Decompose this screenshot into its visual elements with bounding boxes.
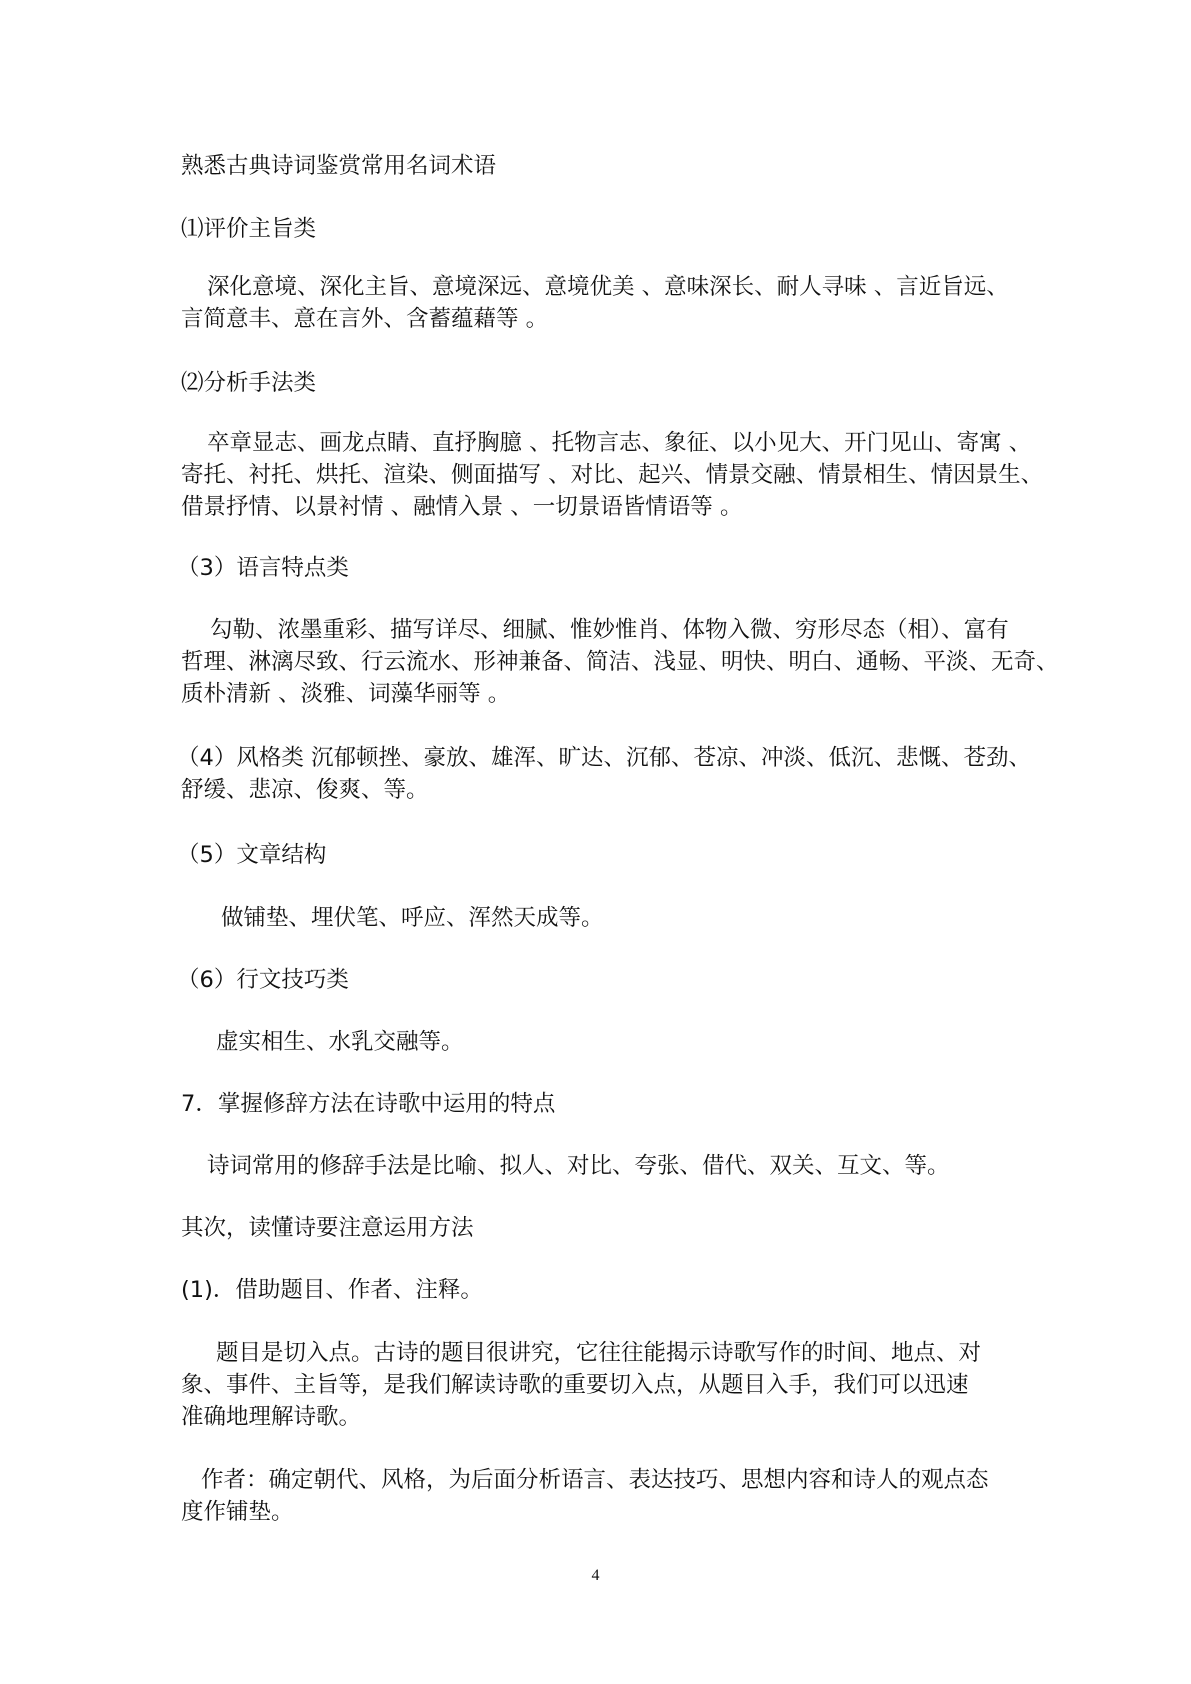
text-line: （4）风格类 沉郁顿挫、豪放、雄浑、旷达、沉郁、苍凉、冲淡、低沉、悲慨、苍劲、 (177, 745, 1031, 771)
text-line: 深化意境、深化主旨、意境深远、意境优美 、意味深长、耐人寻味 、言近旨远、 (207, 274, 1009, 300)
text-line: 7．掌握修辞方法在诗歌中运用的特点 (181, 1091, 556, 1117)
text-line: 勾勒、浓墨重彩、描写详尽、细腻、惟妙惟肖、体物入微、穷形尽态（相）、富有 (210, 617, 1009, 643)
text-line: 题目是切入点。古诗的题目很讲究，它往往能揭示诗歌写作的时间、地点、对 (216, 1340, 982, 1366)
text-line: 准确地理解诗歌。 (181, 1404, 362, 1430)
page-number: 4 (591, 1567, 600, 1584)
text-line: 虚实相生、水乳交融等。 (216, 1029, 464, 1055)
section-heading-technique (181, 367, 1041, 399)
section-heading-structure (177, 839, 1041, 871)
paragraph-language-terms (181, 614, 1059, 710)
text-line: 其次，读懂诗要注意运用方法 (181, 1215, 474, 1241)
text-line: 寄托、衬托、烘托、渲染、侧面描写 、对比、起兴、情景交融、情景相生、情因景生、 (181, 462, 1044, 488)
paragraph-title-entry-point (181, 1337, 1041, 1433)
text-line: 借景抒情、以景衬情 、融情入景 、一切景语皆情语等 。 (181, 494, 743, 520)
text-line: 度作铺垫。 (181, 1499, 294, 1525)
text-line: 言简意丰、意在言外、含蓄蕴藉等 。 (181, 306, 549, 332)
section-heading-theme (181, 213, 1041, 245)
text-line: 卒章显志、画龙点睛、直抒胸臆 、托物言志、象征、以小见大、开门见山、寄寓 、 (207, 430, 1032, 456)
text-line: 哲理、淋漓尽致、行云流水、形神兼备、简洁、浅显、明快、明白、通畅、平淡、无奇、 (181, 649, 1059, 675)
section-heading-writing-skills (177, 964, 1041, 996)
text-line: 作者：确定朝代、风格，为后面分析语言、表达技巧、思想内容和诗人的观点态 (201, 1467, 989, 1493)
text-line: （5）文章结构 (177, 842, 327, 868)
section-heading-reading-methods (181, 1212, 1041, 1244)
subheading-title-author-notes (181, 1274, 1041, 1306)
paragraph-structure-terms (181, 902, 1041, 934)
document-title (181, 150, 1041, 182)
text-line: 做铺垫、埋伏笔、呼应、浑然天成等。 (221, 905, 604, 931)
paragraph-style-terms (177, 742, 1041, 806)
section-heading-language (177, 552, 1041, 584)
document-body (177, 150, 1059, 1528)
text-line: 舒缓、悲凉、俊爽、等。 (181, 777, 429, 803)
text-line: （3）语言特点类 (177, 555, 349, 581)
text-line: ⑵分析手法类 (181, 370, 317, 396)
text-line: 质朴清新 、淡雅、词藻华丽等 。 (181, 681, 511, 707)
paragraph-theme-terms (181, 271, 1041, 335)
text-line: 象、事件、主旨等，是我们解读诗歌的重要切入点，从题目入手，我们可以迅速 (181, 1372, 969, 1398)
paragraph-author (181, 1464, 1041, 1528)
text-line: 熟悉古典诗词鉴赏常用名词术语 (181, 153, 497, 179)
text-line: ⑴评价主旨类 (181, 216, 317, 242)
section-heading-rhetoric (181, 1088, 1041, 1120)
paragraph-rhetoric (181, 1150, 1041, 1182)
paragraph-technique-terms (181, 427, 1044, 523)
text-line: (1)．借助题目、作者、注释。 (181, 1277, 483, 1303)
text-line: 诗词常用的修辞手法是比喻、拟人、对比、夸张、借代、双关、互文、等。 (207, 1153, 950, 1179)
paragraph-writing-skills-terms (181, 1026, 1041, 1058)
text-line: （6）行文技巧类 (177, 967, 349, 993)
